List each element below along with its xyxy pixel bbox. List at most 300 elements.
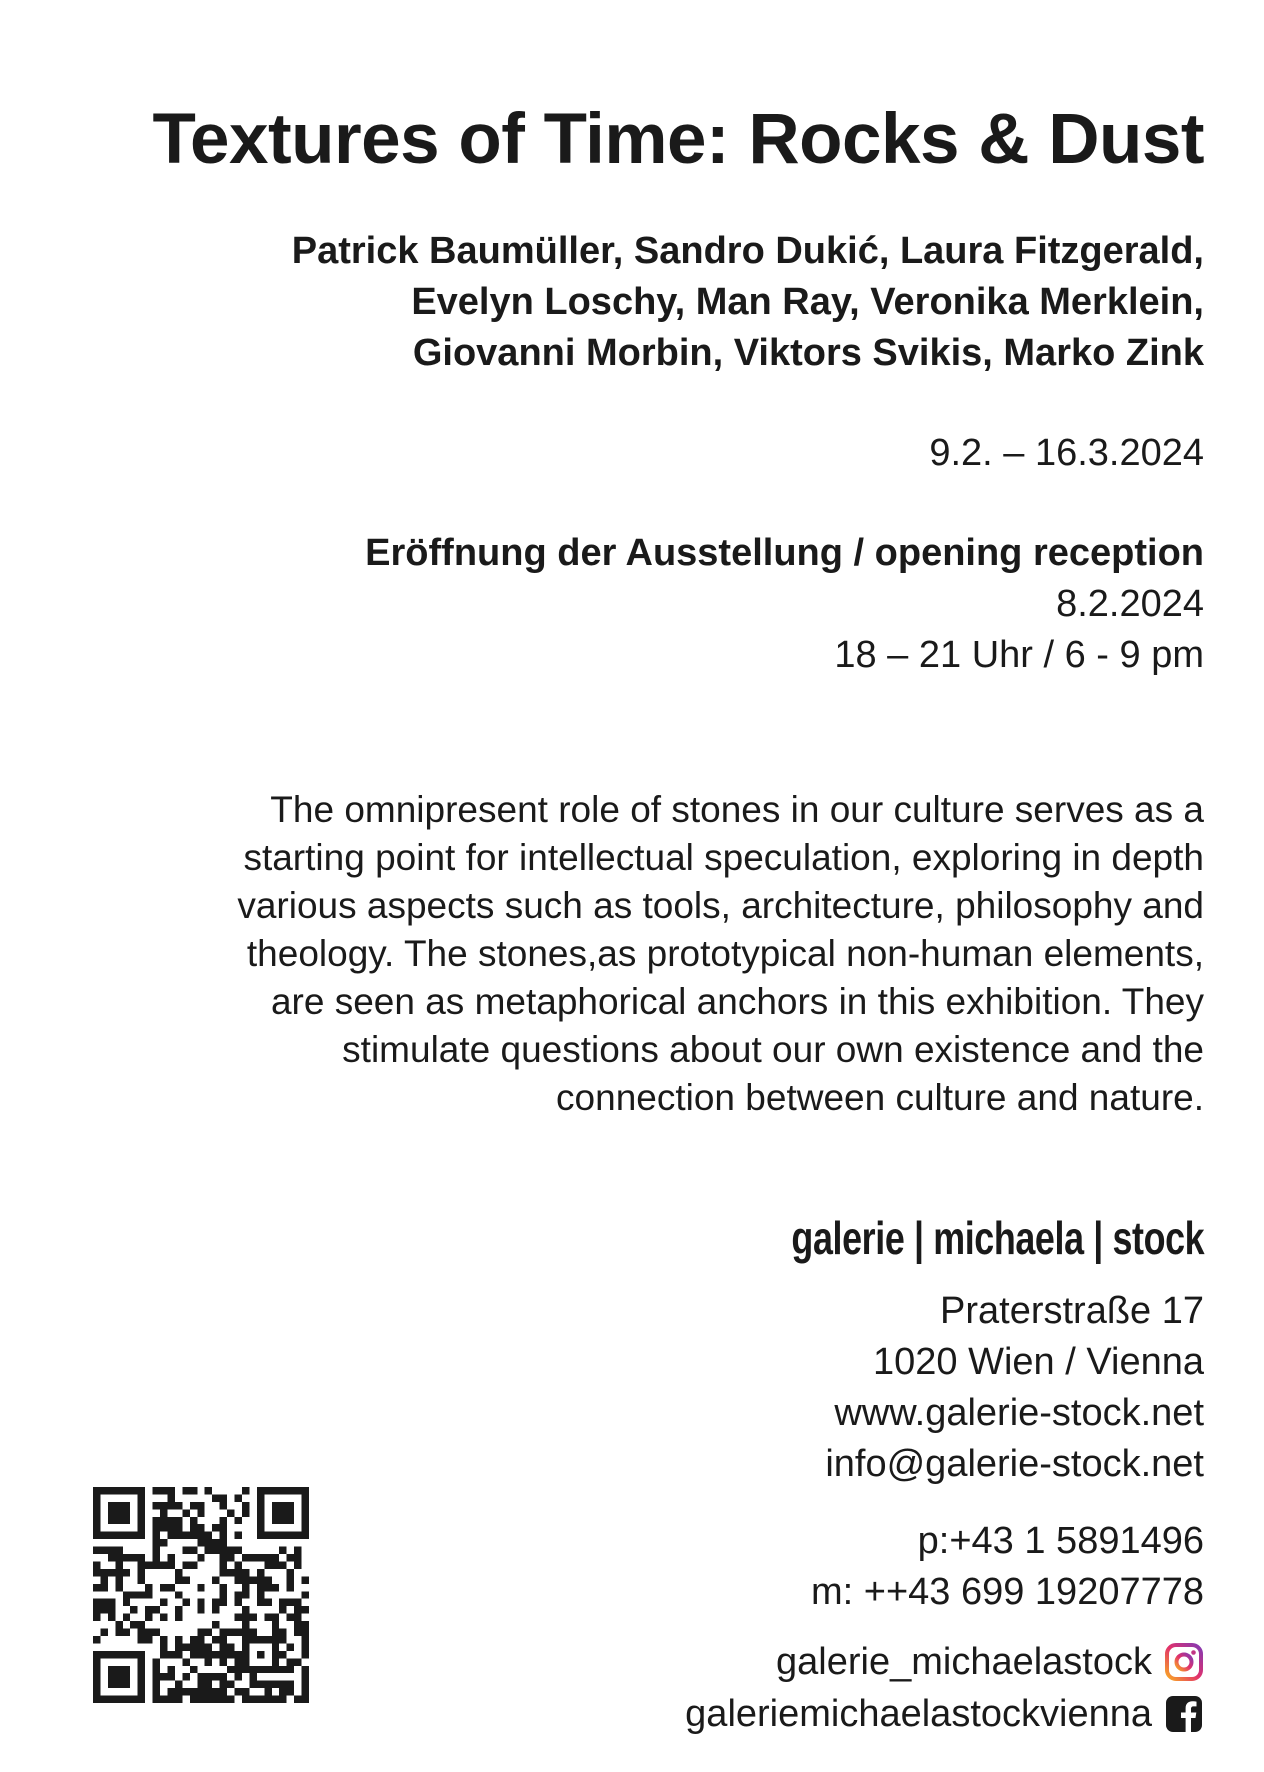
qr-module [145, 1629, 152, 1636]
qr-module [153, 1532, 160, 1539]
qr-module [242, 1606, 249, 1613]
qr-module [235, 1658, 242, 1665]
qr-module [257, 1681, 264, 1688]
qr-module [227, 1547, 234, 1554]
qr-module [205, 1487, 212, 1494]
qr-module [175, 1576, 182, 1583]
qr-module [220, 1517, 227, 1524]
qr-module [205, 1658, 212, 1665]
qr-module [212, 1688, 219, 1695]
qr-module [235, 1591, 242, 1598]
qr-module [220, 1636, 227, 1643]
qr-module [115, 1547, 122, 1554]
qr-module [235, 1561, 242, 1568]
qr-module [190, 1696, 197, 1703]
qr-module [108, 1666, 130, 1688]
qr-module [302, 1696, 309, 1703]
qr-module [302, 1651, 309, 1658]
qr-module [123, 1554, 130, 1561]
qr-module [197, 1502, 204, 1509]
qr-module [153, 1696, 160, 1703]
exhibition-description [84, 786, 1204, 1122]
qr-module [279, 1681, 286, 1688]
qr-module [235, 1651, 242, 1658]
description-line: are seen as metaphorical anchors in this exhibition. They [270, 981, 1204, 1022]
qr-module [235, 1494, 242, 1501]
qr-module [160, 1502, 167, 1509]
qr-module [108, 1599, 115, 1606]
qr-module [235, 1666, 242, 1673]
qr-module [294, 1547, 301, 1554]
qr-module [190, 1636, 197, 1643]
qr-module [167, 1651, 174, 1658]
qr-module [279, 1561, 286, 1568]
qr-module [287, 1688, 294, 1695]
qr-module [287, 1569, 294, 1576]
qr-module [153, 1502, 160, 1509]
qr-module [220, 1643, 227, 1650]
qr-module [160, 1696, 167, 1703]
qr-module [160, 1539, 167, 1546]
qr-module [93, 1614, 100, 1621]
description-line: connection between culture and nature. [556, 1077, 1204, 1118]
facebook-icon[interactable] [1164, 1694, 1204, 1734]
qr-module [197, 1532, 204, 1539]
qr-module [182, 1532, 189, 1539]
qr-module [227, 1696, 234, 1703]
exhibition-dates: 9.2. – 16.3.2024 [929, 432, 1204, 474]
qr-module [108, 1569, 115, 1576]
qr-module [167, 1666, 174, 1673]
qr-module [220, 1569, 227, 1576]
qr-module [294, 1629, 301, 1636]
qr-module [115, 1584, 122, 1591]
qr-module [167, 1532, 174, 1539]
facebook-row[interactable] [685, 1688, 1204, 1740]
qr-module [242, 1614, 249, 1621]
qr-module [272, 1502, 294, 1524]
qr-module [264, 1584, 271, 1591]
qr-module [220, 1681, 227, 1688]
qr-module [182, 1599, 189, 1606]
qr-module [115, 1629, 122, 1636]
qr-module [205, 1532, 212, 1539]
qr-module [197, 1629, 204, 1636]
qr-module [197, 1688, 204, 1695]
qr-module [235, 1629, 242, 1636]
qr-module [160, 1651, 167, 1658]
qr-module [227, 1651, 234, 1658]
qr-module [138, 1629, 145, 1636]
qr-module [272, 1584, 279, 1591]
description-line: stimulate questions about our own existence and the [342, 1029, 1204, 1070]
opening-date: 8.2.2024 [1056, 583, 1204, 625]
qr-module [264, 1696, 271, 1703]
qr-module [220, 1547, 227, 1554]
qr-module [264, 1576, 271, 1583]
qr-module [190, 1487, 197, 1494]
gallery-mobile[interactable]: m: ++43 699 19207778 [810, 1571, 1204, 1613]
qr-module [153, 1666, 160, 1673]
qr-module [227, 1643, 234, 1650]
qr-module [100, 1584, 107, 1591]
description-line: The omnipresent role of stones in our culture serves as a [270, 789, 1204, 830]
qr-module [235, 1547, 242, 1554]
opening-label: Eröffnung der Ausstellung / opening reception [365, 532, 1204, 574]
qr-module [93, 1599, 100, 1606]
qr-module [145, 1561, 152, 1568]
qr-code[interactable] [93, 1487, 309, 1703]
instagram-icon[interactable] [1164, 1642, 1204, 1682]
qr-module [130, 1606, 137, 1613]
qr-module [287, 1554, 294, 1561]
qr-module [235, 1517, 242, 1524]
qr-module [212, 1636, 219, 1643]
qr-module [220, 1696, 227, 1703]
qr-module [175, 1532, 182, 1539]
qr-module [302, 1576, 309, 1583]
qr-module [108, 1502, 130, 1524]
exhibition-title: Textures of Time: Rocks & Dust [152, 100, 1204, 179]
qr-module [138, 1636, 145, 1643]
qr-module [212, 1576, 219, 1583]
qr-module [197, 1599, 204, 1606]
qr-module [287, 1599, 294, 1606]
qr-module [302, 1666, 309, 1673]
qr-module [212, 1547, 219, 1554]
qr-module [190, 1651, 197, 1658]
gallery-name: galerie | michaela | stock [791, 1212, 1204, 1264]
qr-module [93, 1561, 100, 1568]
qr-module [153, 1681, 160, 1688]
qr-module [138, 1569, 145, 1576]
qr-module [145, 1636, 152, 1643]
qr-module [227, 1629, 234, 1636]
qr-module [302, 1606, 309, 1613]
qr-module [167, 1524, 174, 1531]
qr-module [153, 1517, 160, 1524]
qr-module [190, 1532, 197, 1539]
qr-module [108, 1547, 115, 1554]
qr-module [205, 1643, 212, 1650]
qr-module [182, 1576, 189, 1583]
qr-module [138, 1576, 145, 1583]
qr-module [264, 1561, 271, 1568]
qr-module [302, 1681, 309, 1688]
qr-module [190, 1502, 197, 1509]
qr-module [205, 1651, 212, 1658]
qr-module [138, 1621, 145, 1628]
qr-module [242, 1487, 249, 1494]
qr-module [264, 1554, 271, 1561]
qr-module [249, 1696, 256, 1703]
qr-module [153, 1524, 160, 1531]
qr-module [264, 1614, 271, 1621]
qr-module [175, 1688, 182, 1695]
artist-list [104, 226, 1204, 379]
qr-module [153, 1606, 160, 1613]
gallery-address [825, 1286, 1204, 1490]
qr-module [220, 1561, 227, 1568]
qr-module [167, 1494, 174, 1501]
qr-module [197, 1673, 204, 1680]
qr-module [220, 1532, 227, 1539]
qr-module [123, 1629, 130, 1636]
qr-module [182, 1658, 189, 1665]
qr-module [167, 1554, 174, 1561]
qr-module [130, 1621, 137, 1628]
qr-module [175, 1643, 182, 1650]
gallery-phones [811, 1516, 1204, 1618]
qr-module [227, 1681, 234, 1688]
qr-module [287, 1658, 294, 1665]
instagram-row[interactable] [685, 1636, 1204, 1688]
qr-module [272, 1681, 279, 1688]
qr-module [160, 1599, 167, 1606]
qr-module [197, 1651, 204, 1658]
qr-module [160, 1636, 167, 1643]
qr-module [167, 1561, 174, 1568]
qr-module [220, 1584, 227, 1591]
qr-module [235, 1614, 242, 1621]
qr-module [220, 1599, 227, 1606]
qr-module [205, 1539, 212, 1546]
qr-module [257, 1576, 264, 1583]
qr-module [205, 1681, 212, 1688]
qr-module [287, 1666, 294, 1673]
qr-module [220, 1673, 227, 1680]
qr-module [212, 1606, 219, 1613]
qr-module [160, 1673, 167, 1680]
qr-module [175, 1517, 182, 1524]
qr-module [302, 1629, 309, 1636]
facebook-handle[interactable]: galeriemichaelastockvienna [685, 1693, 1152, 1735]
qr-module [242, 1554, 249, 1561]
qr-module [167, 1673, 174, 1680]
qr-module [272, 1629, 279, 1636]
qr-module [182, 1643, 189, 1650]
qr-module [242, 1509, 249, 1516]
qr-module [197, 1539, 204, 1546]
qr-module [287, 1643, 294, 1650]
qr-module [160, 1614, 167, 1621]
gallery-website[interactable]: www.galerie-stock.net [834, 1392, 1204, 1434]
qr-module [197, 1636, 204, 1643]
opening-time: 18 – 21 Uhr / 6 - 9 pm [834, 634, 1204, 676]
qr-module [182, 1487, 189, 1494]
qr-module [160, 1524, 167, 1531]
qr-module [153, 1547, 160, 1554]
qr-module [160, 1561, 167, 1568]
qr-module [220, 1494, 227, 1501]
qr-module [130, 1554, 137, 1561]
qr-module [235, 1688, 242, 1695]
qr-module [272, 1554, 279, 1561]
gallery-social [685, 1636, 1204, 1740]
gallery-email[interactable]: info@galerie-stock.net [825, 1443, 1204, 1485]
qr-module [257, 1569, 264, 1576]
qr-module [153, 1688, 160, 1695]
qr-module [205, 1629, 212, 1636]
qr-module [220, 1554, 227, 1561]
qr-module [220, 1502, 227, 1509]
qr-module [287, 1584, 294, 1591]
qr-module [257, 1591, 264, 1598]
qr-module [167, 1487, 174, 1494]
qr-module [205, 1673, 212, 1680]
qr-module [123, 1599, 130, 1606]
qr-module [302, 1688, 309, 1695]
qr-module [115, 1561, 122, 1568]
qr-module [190, 1688, 197, 1695]
qr-module [93, 1636, 100, 1643]
qr-module [108, 1554, 115, 1561]
qr-module [153, 1539, 160, 1546]
qr-module [272, 1614, 279, 1621]
qr-module [182, 1688, 189, 1695]
gallery-city: 1020 Wien / Vienna [873, 1341, 1204, 1383]
qr-module [264, 1681, 271, 1688]
qr-module [138, 1591, 145, 1598]
qr-module [235, 1532, 242, 1539]
qr-module [212, 1524, 219, 1531]
qr-module [302, 1643, 309, 1650]
qr-module [145, 1614, 152, 1621]
qr-module [182, 1509, 189, 1516]
qr-module [153, 1554, 160, 1561]
qr-module [220, 1651, 227, 1658]
qr-module [257, 1599, 264, 1606]
qr-module [197, 1554, 204, 1561]
qr-module [115, 1554, 122, 1561]
qr-module [160, 1509, 167, 1516]
qr-module [249, 1614, 256, 1621]
qr-module [182, 1547, 189, 1554]
qr-module [167, 1517, 174, 1524]
qr-module [279, 1651, 286, 1658]
qr-module [220, 1629, 227, 1636]
gallery-phone[interactable]: p:+43 1 5891496 [917, 1520, 1204, 1562]
qr-module [279, 1547, 286, 1554]
qr-module [242, 1569, 249, 1576]
qr-module [287, 1576, 294, 1583]
qr-module [175, 1636, 182, 1643]
qr-module [100, 1629, 107, 1636]
qr-module [264, 1688, 271, 1695]
qr-module [145, 1584, 152, 1591]
qr-module [242, 1591, 249, 1598]
qr-module [220, 1658, 227, 1665]
qr-module [257, 1584, 264, 1591]
gallery-street: Praterstraße 17 [940, 1290, 1204, 1332]
opening-reception [365, 528, 1204, 681]
qr-module [190, 1517, 197, 1524]
qr-module [197, 1681, 204, 1688]
qr-module [242, 1696, 249, 1703]
qr-module [212, 1494, 219, 1501]
qr-module [249, 1576, 256, 1583]
qr-module [279, 1606, 286, 1613]
instagram-handle[interactable]: galerie_michaelastock [776, 1641, 1152, 1683]
qr-module [212, 1651, 219, 1658]
qr-module [249, 1681, 256, 1688]
qr-module [182, 1673, 189, 1680]
qr-module [160, 1487, 167, 1494]
qr-module [205, 1547, 212, 1554]
qr-module [242, 1629, 249, 1636]
qr-module [279, 1599, 286, 1606]
qr-module [153, 1487, 160, 1494]
qr-module [249, 1673, 256, 1680]
qr-module [115, 1621, 122, 1628]
qr-module [279, 1696, 286, 1703]
qr-module [167, 1584, 174, 1591]
qr-module [205, 1688, 212, 1695]
qr-module [93, 1606, 100, 1613]
qr-module [287, 1614, 294, 1621]
qr-module [153, 1658, 160, 1665]
qr-module [123, 1591, 130, 1598]
artist-line: Giovanni Morbin, Viktors Svikis, Marko Zink [412, 332, 1204, 374]
qr-module [272, 1561, 279, 1568]
qr-module [130, 1591, 137, 1598]
qr-module [93, 1584, 100, 1591]
qr-module [190, 1643, 197, 1650]
qr-module [294, 1599, 301, 1606]
qr-module [294, 1621, 301, 1628]
qr-module [227, 1666, 234, 1673]
qr-module [197, 1643, 204, 1650]
qr-module [294, 1658, 301, 1665]
qr-module [175, 1524, 182, 1531]
qr-module [175, 1606, 182, 1613]
qr-module [100, 1599, 107, 1606]
qr-module [145, 1606, 152, 1613]
qr-module [279, 1666, 286, 1673]
qr-module [175, 1696, 182, 1703]
qr-module [235, 1599, 242, 1606]
qr-module [175, 1651, 182, 1658]
qr-module [123, 1569, 130, 1576]
qr-module [220, 1524, 227, 1531]
qr-module [242, 1584, 249, 1591]
qr-module [227, 1569, 234, 1576]
qr-module [242, 1621, 249, 1628]
qr-module [220, 1539, 227, 1546]
qr-module [160, 1584, 167, 1591]
qr-module [138, 1561, 145, 1568]
qr-module [153, 1561, 160, 1568]
qr-module [167, 1688, 174, 1695]
qr-module [294, 1696, 301, 1703]
qr-module [190, 1561, 197, 1568]
qr-module [93, 1547, 100, 1554]
qr-module [100, 1569, 107, 1576]
qr-module [93, 1569, 100, 1576]
description-line: starting point for intellectual speculation, exploring in depth [243, 837, 1204, 878]
qr-module [302, 1621, 309, 1628]
qr-module [190, 1524, 197, 1531]
qr-module [100, 1547, 107, 1554]
qr-module [153, 1673, 160, 1680]
qr-module [302, 1673, 309, 1680]
qr-module [138, 1554, 145, 1561]
qr-module [182, 1561, 189, 1568]
qr-module [197, 1509, 204, 1516]
qr-module [205, 1696, 212, 1703]
qr-module [242, 1576, 249, 1583]
qr-module [227, 1509, 234, 1516]
